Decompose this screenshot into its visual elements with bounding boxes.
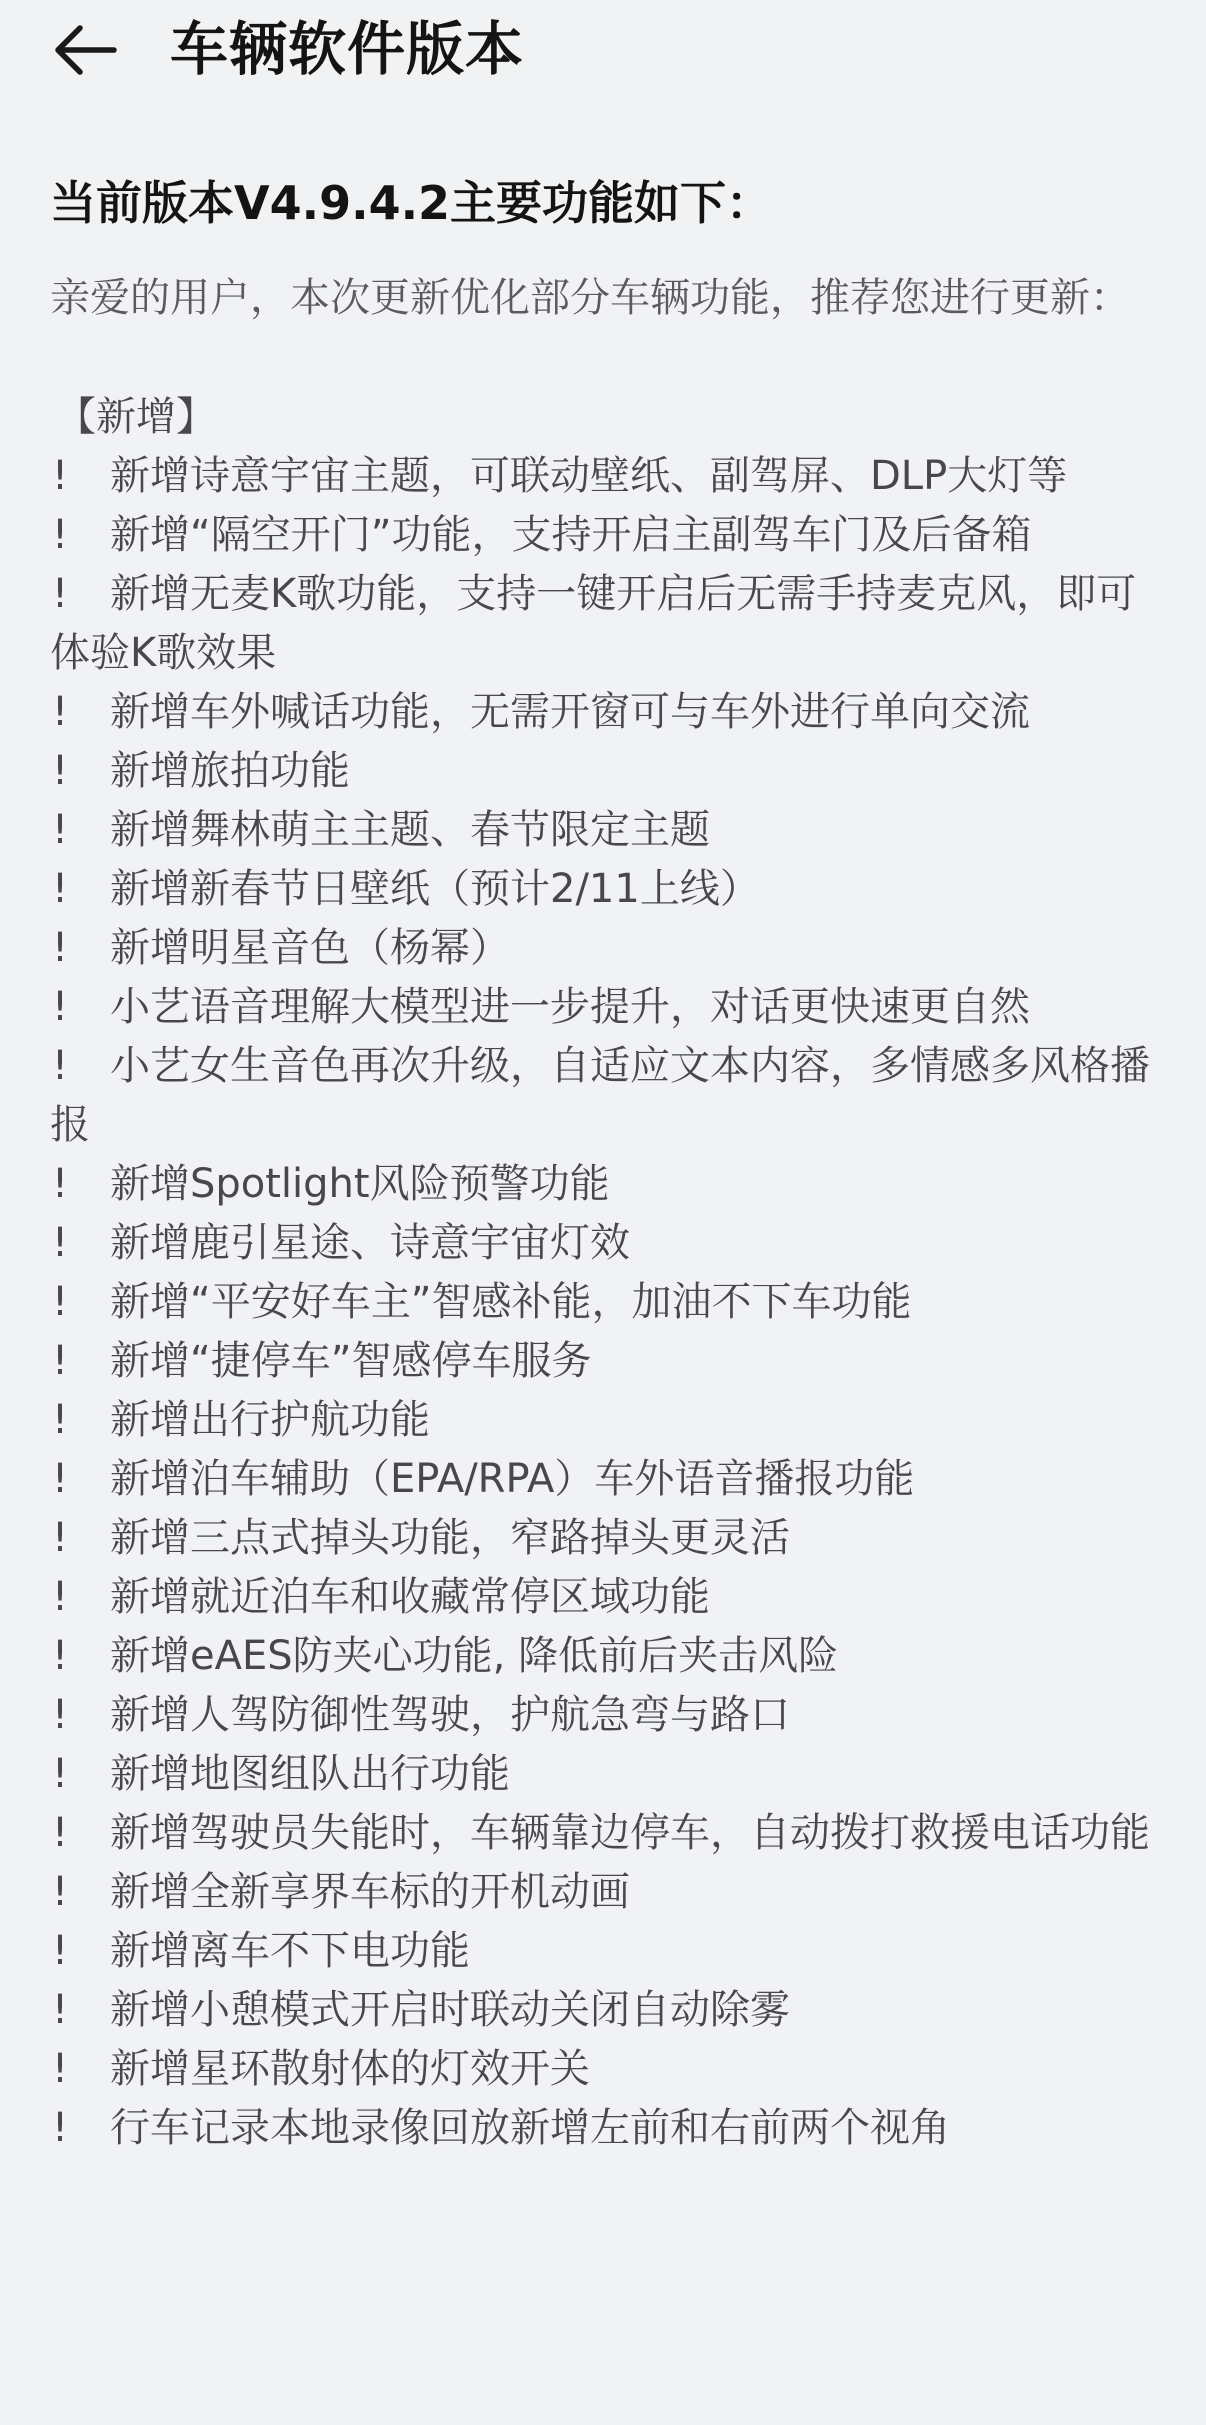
bullet-mark: ! <box>52 2105 69 2151</box>
feature-item <box>50 447 1160 506</box>
bullet-mark: ! <box>52 1338 69 1384</box>
feature-item <box>50 1332 1160 1391</box>
back-button[interactable] <box>52 20 124 80</box>
feature-text: 新增诗意宇宙主题，可联动壁纸、副驾屏、DLP大灯等 <box>110 453 1068 499</box>
feature-text: 新增三点式掉头功能，窄路掉头更灵活 <box>110 1515 790 1561</box>
feature-item <box>50 683 1160 742</box>
bullet-mark: ! <box>52 866 69 912</box>
feature-text: 小艺语音理解大模型进一步提升，对话更快速更自然 <box>110 984 1030 1030</box>
feature-text: 新增地图组队出行功能 <box>110 1751 510 1797</box>
feature-text: 新增车外喊话功能，无需开窗可与车外进行单向交流 <box>110 689 1030 735</box>
feature-text: 新增鹿引星途、诗意宇宙灯效 <box>110 1220 630 1266</box>
feature-item <box>50 978 1160 1037</box>
feature-item <box>50 742 1160 801</box>
feature-text: 新增驾驶员失能时，车辆靠边停车，自动拨打救援电话功能 <box>110 1810 1150 1856</box>
feature-item <box>50 506 1160 565</box>
feature-item <box>50 1981 1160 2040</box>
feature-text: 新增“平安好车主”智感补能，加油不下车功能 <box>110 1279 912 1325</box>
bullet-mark: ! <box>52 1161 69 1207</box>
feature-text: 新增离车不下电功能 <box>110 1928 470 1974</box>
feature-item <box>50 1568 1160 1627</box>
feature-text: 新增无麦K歌功能，支持一键开启后无需手持麦克风，即可体验K歌效果 <box>50 571 1137 676</box>
feature-text: 新增就近泊车和收藏常停区域功能 <box>110 1574 710 1620</box>
bullet-mark: ! <box>52 689 69 735</box>
feature-item <box>50 1509 1160 1568</box>
feature-item <box>50 1686 1160 1745</box>
section-title-new: 【新增】 <box>56 394 216 440</box>
feature-item <box>50 2099 1160 2158</box>
feature-item <box>50 919 1160 978</box>
intro-text: 亲爱的用户，本次更新优化部分车辆功能，推荐您进行更新： <box>50 275 1130 321</box>
feature-text: 新增泊车辅助（EPA/RPA）车外语音播报功能 <box>110 1456 915 1502</box>
bullet-mark: ! <box>52 984 69 1030</box>
feature-text: 小艺女生音色再次升级，自适应文本内容，多情感多风格播报 <box>50 1043 1150 1148</box>
bullet-mark: ! <box>52 1633 69 1679</box>
back-arrow-icon <box>52 20 124 80</box>
feature-item <box>50 801 1160 860</box>
feature-item <box>50 1214 1160 1273</box>
bullet-mark: ! <box>52 512 69 558</box>
feature-text: 新增旅拍功能 <box>110 748 350 794</box>
bullet-mark: ! <box>52 1574 69 1620</box>
bullet-mark: ! <box>52 1279 69 1325</box>
bullet-mark: ! <box>52 1987 69 2033</box>
feature-item <box>50 1037 1160 1155</box>
feature-text: 新增小憩模式开启时联动关闭自动除雾 <box>110 1987 790 2033</box>
bullet-mark: ! <box>52 925 69 971</box>
feature-text: 新增“捷停车”智感停车服务 <box>110 1338 592 1384</box>
feature-text: 新增星环散射体的灯效开关 <box>110 2046 590 2092</box>
bullet-mark: ! <box>52 1810 69 1856</box>
feature-list <box>50 447 1160 2158</box>
feature-text: 新增Spotlight风险预警功能 <box>110 1161 610 1207</box>
feature-item <box>50 1804 1160 1863</box>
feature-item <box>50 565 1160 683</box>
feature-text: 新增出行护航功能 <box>110 1397 430 1443</box>
feature-item <box>50 1391 1160 1450</box>
page-title: 车辆软件版本 <box>170 15 525 83</box>
feature-item <box>50 1273 1160 1332</box>
feature-item <box>50 860 1160 919</box>
bullet-mark: ! <box>52 1397 69 1443</box>
feature-item <box>50 1627 1160 1686</box>
bullet-mark: ! <box>52 2046 69 2092</box>
version-heading: 当前版本V4.9.4.2主要功能如下： <box>50 176 773 230</box>
feature-item <box>50 1745 1160 1804</box>
bullet-mark: ! <box>52 1692 69 1738</box>
release-notes <box>50 168 1160 2158</box>
feature-item <box>50 2040 1160 2099</box>
feature-text: 新增“隔空开门”功能，支持开启主副驾车门及后备箱 <box>110 512 1032 558</box>
feature-text: 行车记录本地录像回放新增左前和右前两个视角 <box>110 2105 950 2151</box>
bullet-mark: ! <box>52 1751 69 1797</box>
bullet-mark: ! <box>52 1869 69 1915</box>
bullet-mark: ! <box>52 571 69 617</box>
feature-text: 新增明星音色（杨幂） <box>110 925 510 971</box>
feature-text: 新增eAES防夹心功能, 降低前后夹击风险 <box>110 1633 839 1679</box>
feature-text: 新增新春节日壁纸（预计2/11上线） <box>110 866 760 912</box>
feature-item <box>50 1155 1160 1214</box>
app-header <box>0 0 1206 100</box>
feature-text: 新增人驾防御性驾驶，护航急弯与路口 <box>110 1692 790 1738</box>
bullet-mark: ! <box>52 1928 69 1974</box>
bullet-mark: ! <box>52 807 69 853</box>
bullet-mark: ! <box>52 748 69 794</box>
feature-item <box>50 1863 1160 1922</box>
feature-text: 新增舞林萌主主题、春节限定主题 <box>110 807 710 853</box>
bullet-mark: ! <box>52 1456 69 1502</box>
feature-item <box>50 1450 1160 1509</box>
bullet-mark: ! <box>52 1043 69 1089</box>
bullet-mark: ! <box>52 1220 69 1266</box>
feature-item <box>50 1922 1160 1981</box>
feature-text: 新增全新享界车标的开机动画 <box>110 1869 630 1915</box>
bullet-mark: ! <box>52 1515 69 1561</box>
bullet-mark: ! <box>52 453 69 499</box>
